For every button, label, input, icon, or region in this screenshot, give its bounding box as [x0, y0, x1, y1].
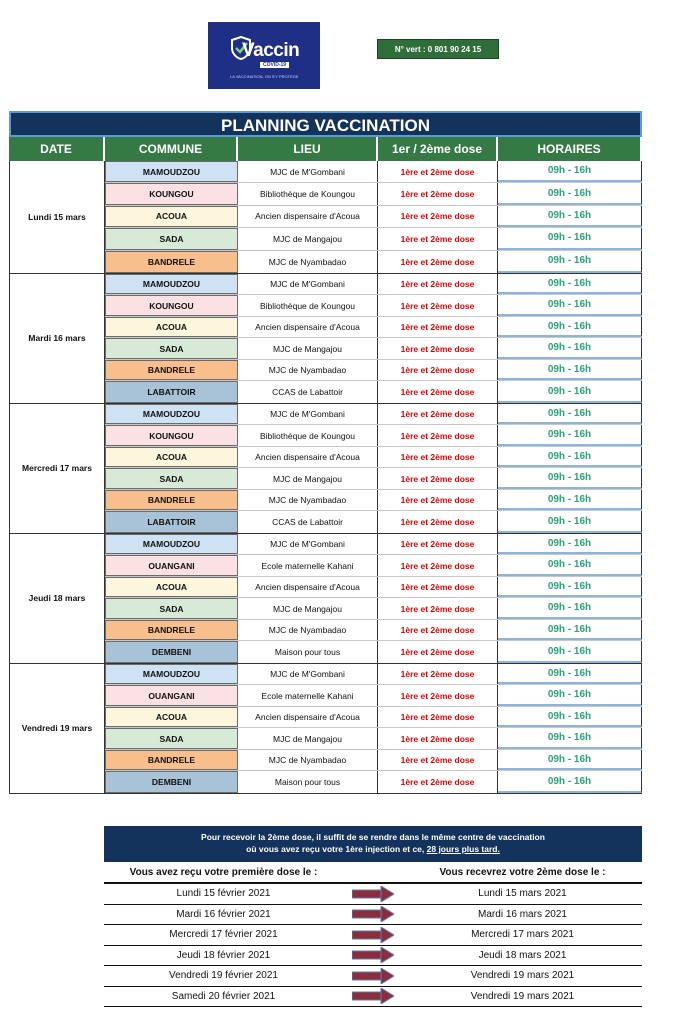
day-date: Vendredi 19 mars: [10, 664, 105, 793]
logo-text: Vaccin: [242, 40, 300, 61]
commune-cell: BANDRELE: [105, 620, 238, 641]
horaires-cell: 09h - 16h: [498, 468, 642, 489]
second-dose-date: Mercredi 17 mars 2021: [471, 929, 574, 941]
lieu-cell: MJC de Nyambadao: [238, 490, 378, 511]
second-dose-date: Jeudi 18 mars 2021: [478, 949, 567, 961]
lieu-cell: CCAS de Labattoir: [238, 381, 378, 403]
horaires-cell: 09h - 16h: [498, 685, 642, 706]
day-block: [9, 404, 642, 534]
horaires-cell: 09h - 16h: [498, 707, 642, 728]
header-horaires: HORAIRES: [498, 137, 642, 161]
lieu-cell: Ecole maternelle Kahani: [238, 685, 378, 706]
notice-line-1: Pour recevoir la 2ème dose, il suffit de se rendre dans le même centre de vaccination: [201, 832, 545, 842]
lieu-cell: Bibliothèque de Koungou: [238, 295, 378, 316]
table-row: [105, 685, 642, 707]
lieu-cell: MJC de Mangajou: [238, 228, 378, 249]
table-row: [105, 750, 642, 772]
first-dose-date: Lundi 15 février 2021: [176, 888, 271, 900]
dose-cell: 1ère et 2ème dose: [378, 685, 498, 706]
second-dose-rows: [104, 884, 642, 1007]
lieu-cell: MJC de Nyambadao: [238, 620, 378, 641]
header-date: DATE: [9, 137, 105, 161]
planning-table: [9, 111, 642, 794]
horaires-cell: 09h - 16h: [498, 161, 642, 182]
commune-cell: OUANGANI: [105, 685, 238, 706]
dose-cell: 1ère et 2ème dose: [378, 534, 498, 555]
table-row: [105, 641, 642, 663]
dose-date-row: [104, 905, 642, 926]
lieu-cell: MJC de Mangajou: [238, 728, 378, 749]
vaccin-logo: [208, 22, 320, 89]
header-second-dose: Vous recevrez votre 2ème dose le :: [403, 862, 642, 882]
second-dose-header-row: [104, 862, 642, 884]
horaires-cell: 09h - 16h: [498, 598, 642, 619]
notice-28-days: 28 jours plus tard.: [426, 844, 500, 854]
horaires-cell: 09h - 16h: [498, 728, 642, 749]
lieu-cell: CCAS de Labattoir: [238, 511, 378, 533]
dose-cell: 1ère et 2ème dose: [378, 490, 498, 511]
table-row: [105, 511, 642, 533]
commune-cell: LABATTOIR: [105, 511, 238, 533]
lieu-cell: Ancien dispensaire d'Acoua: [238, 707, 378, 728]
table-row: [105, 381, 642, 403]
dose-cell: 1ère et 2ème dose: [378, 425, 498, 446]
arrow-right-icon: [343, 988, 403, 1004]
day-block: [9, 274, 642, 404]
lieu-cell: MJC de Mangajou: [238, 338, 378, 359]
dose-cell: 1ère et 2ème dose: [378, 228, 498, 249]
dose-cell: 1ère et 2ème dose: [378, 447, 498, 468]
first-dose-date: Samedi 20 février 2021: [171, 990, 276, 1002]
dose-cell: 1ère et 2ème dose: [378, 338, 498, 359]
horaires-cell: 09h - 16h: [498, 425, 642, 446]
dose-cell: 1ère et 2ème dose: [378, 317, 498, 338]
table-row: [105, 598, 642, 620]
day-date: Mercredi 17 mars: [10, 404, 105, 533]
dose-cell: 1ère et 2ème dose: [378, 620, 498, 641]
header-commune: COMMUNE: [105, 137, 238, 161]
commune-cell: KOUNGOU: [105, 183, 238, 204]
commune-cell: SADA: [105, 468, 238, 489]
lieu-cell: Ancien dispensaire d'Acoua: [238, 206, 378, 227]
lieu-cell: Bibliothèque de Koungou: [238, 183, 378, 204]
day-date: Jeudi 18 mars: [10, 534, 105, 663]
commune-cell: DEMBENI: [105, 771, 238, 793]
commune-cell: MAMOUDZOU: [105, 274, 238, 295]
second-dose-notice: [104, 826, 642, 862]
dose-cell: 1ère et 2ème dose: [378, 161, 498, 182]
dose-cell: 1ère et 2ème dose: [378, 707, 498, 728]
lieu-cell: MJC de M'Gombani: [238, 534, 378, 555]
dose-cell: 1ère et 2ème dose: [378, 183, 498, 204]
commune-cell: MAMOUDZOU: [105, 534, 238, 555]
commune-cell: SADA: [105, 598, 238, 619]
lieu-cell: Ancien dispensaire d'Acoua: [238, 447, 378, 468]
header-dose: 1er / 2ème dose: [378, 137, 498, 161]
header-first-dose: Vous avez reçu votre première dose le :: [104, 862, 343, 882]
planning-title: PLANNING VACCINATION: [9, 111, 642, 137]
day-rows: [105, 664, 642, 793]
commune-cell: SADA: [105, 728, 238, 749]
day-rows: [105, 534, 642, 663]
horaires-cell: 09h - 16h: [498, 534, 642, 555]
first-dose-date: Jeudi 18 février 2021: [176, 949, 271, 961]
dose-cell: 1ère et 2ème dose: [378, 641, 498, 663]
table-row: [105, 360, 642, 382]
horaires-cell: 09h - 16h: [498, 511, 642, 533]
planning-header-row: [9, 137, 642, 161]
lieu-cell: MJC de M'Gombani: [238, 664, 378, 685]
hotline-badge: N° vert : 0 801 90 24 15: [377, 39, 499, 59]
lieu-cell: MJC de M'Gombani: [238, 161, 378, 182]
dose-cell: 1ère et 2ème dose: [378, 381, 498, 403]
lieu-cell: Ecole maternelle Kahani: [238, 555, 378, 576]
lieu-cell: MJC de Nyambadao: [238, 251, 378, 273]
horaires-cell: 09h - 16h: [498, 750, 642, 771]
arrow-right-icon: [343, 947, 403, 963]
table-row: [105, 771, 642, 793]
dose-cell: 1ère et 2ème dose: [378, 404, 498, 425]
table-row: [105, 206, 642, 228]
table-row: [105, 577, 642, 599]
dose-cell: 1ère et 2ème dose: [378, 251, 498, 273]
day-block: [9, 534, 642, 664]
first-dose-date: Mercredi 17 février 2021: [169, 929, 278, 941]
dose-cell: 1ère et 2ème dose: [378, 555, 498, 576]
dose-cell: 1ère et 2ème dose: [378, 360, 498, 381]
lieu-cell: MJC de Mangajou: [238, 598, 378, 619]
horaires-cell: 09h - 16h: [498, 206, 642, 227]
arrow-right-icon: [343, 906, 403, 922]
horaires-cell: 09h - 16h: [498, 404, 642, 425]
second-dose-table: [104, 826, 642, 1007]
dose-cell: 1ère et 2ème dose: [378, 750, 498, 771]
lieu-cell: Ancien dispensaire d'Acoua: [238, 577, 378, 598]
arrow-right-icon: [343, 968, 403, 984]
table-row: [105, 620, 642, 642]
dose-date-row: [104, 987, 642, 1008]
table-row: [105, 228, 642, 250]
commune-cell: OUANGANI: [105, 555, 238, 576]
horaires-cell: 09h - 16h: [498, 228, 642, 249]
commune-cell: BANDRELE: [105, 251, 238, 273]
horaires-cell: 09h - 16h: [498, 555, 642, 576]
notice-line-2-text: où vous avez reçu votre 1ère injection et ce,: [246, 844, 427, 854]
horaires-cell: 09h - 16h: [498, 620, 642, 641]
second-dose-date: Vendredi 19 mars 2021: [470, 990, 575, 1002]
horaires-cell: 09h - 16h: [498, 274, 642, 295]
table-row: [105, 317, 642, 339]
horaires-cell: 09h - 16h: [498, 295, 642, 316]
commune-cell: BANDRELE: [105, 750, 238, 771]
commune-cell: ACOUA: [105, 317, 238, 338]
arrow-right-icon: [343, 886, 403, 902]
first-dose-date: Mardi 16 février 2021: [176, 908, 271, 920]
dose-cell: 1ère et 2ème dose: [378, 771, 498, 793]
lieu-cell: MJC de M'Gombani: [238, 404, 378, 425]
first-dose-date: Vendredi 19 février 2021: [169, 970, 278, 982]
commune-cell: ACOUA: [105, 577, 238, 598]
horaires-cell: 09h - 16h: [498, 338, 642, 359]
dose-cell: 1ère et 2ème dose: [378, 295, 498, 316]
day-block: [9, 161, 642, 274]
commune-cell: MAMOUDZOU: [105, 404, 238, 425]
horaires-cell: 09h - 16h: [498, 490, 642, 511]
horaires-cell: 09h - 16h: [498, 381, 642, 403]
dose-cell: 1ère et 2ème dose: [378, 664, 498, 685]
day-block: [9, 664, 642, 794]
day-date: Lundi 15 mars: [10, 161, 105, 273]
commune-cell: ACOUA: [105, 206, 238, 227]
horaires-cell: 09h - 16h: [498, 317, 642, 338]
logo-subtitle: COVID-19: [260, 62, 289, 68]
horaires-cell: 09h - 16h: [498, 183, 642, 204]
dose-date-row: [104, 966, 642, 987]
table-row: [105, 664, 642, 686]
lieu-cell: MJC de Mangajou: [238, 468, 378, 489]
commune-cell: ACOUA: [105, 707, 238, 728]
dose-cell: 1ère et 2ème dose: [378, 728, 498, 749]
horaires-cell: 09h - 16h: [498, 447, 642, 468]
table-row: [105, 295, 642, 317]
second-dose-date: Vendredi 19 mars 2021: [470, 970, 575, 982]
lieu-cell: Bibliothèque de Koungou: [238, 425, 378, 446]
dose-cell: 1ère et 2ème dose: [378, 274, 498, 295]
second-dose-date: Mardi 16 mars 2021: [478, 908, 567, 920]
horaires-cell: 09h - 16h: [498, 251, 642, 273]
table-row: [105, 728, 642, 750]
commune-cell: SADA: [105, 228, 238, 249]
table-row: [105, 338, 642, 360]
commune-cell: DEMBENI: [105, 641, 238, 663]
table-row: [105, 468, 642, 490]
day-rows: [105, 404, 642, 533]
table-row: [105, 404, 642, 426]
dose-date-row: [104, 925, 642, 946]
table-row: [105, 555, 642, 577]
header-lieu: LIEU: [238, 137, 378, 161]
horaires-cell: 09h - 16h: [498, 771, 642, 793]
commune-cell: ACOUA: [105, 447, 238, 468]
notice-line-2: [112, 843, 634, 855]
horaires-cell: 09h - 16h: [498, 641, 642, 663]
day-rows: [105, 161, 642, 273]
table-row: [105, 251, 642, 273]
dose-cell: 1ère et 2ème dose: [378, 577, 498, 598]
arrow-right-icon: [343, 927, 403, 943]
logo-tagline: LA VACCINATION, ON S'Y PROTEGE: [230, 74, 299, 79]
horaires-cell: 09h - 16h: [498, 664, 642, 685]
lieu-cell: Ancien dispensaire d'Acoua: [238, 317, 378, 338]
commune-cell: KOUNGOU: [105, 425, 238, 446]
dose-cell: 1ère et 2ème dose: [378, 511, 498, 533]
commune-cell: MAMOUDZOU: [105, 664, 238, 685]
planning-body: [9, 161, 642, 794]
lieu-cell: MJC de Nyambadao: [238, 360, 378, 381]
commune-cell: BANDRELE: [105, 490, 238, 511]
table-row: [105, 161, 642, 183]
second-dose-date: Lundi 15 mars 2021: [478, 888, 567, 900]
lieu-cell: Maison pour tous: [238, 641, 378, 663]
horaires-cell: 09h - 16h: [498, 360, 642, 381]
header-spacer: [343, 862, 403, 882]
commune-cell: SADA: [105, 338, 238, 359]
dose-cell: 1ère et 2ème dose: [378, 206, 498, 227]
lieu-cell: MJC de Nyambadao: [238, 750, 378, 771]
day-rows: [105, 274, 642, 403]
day-date: Mardi 16 mars: [10, 274, 105, 403]
commune-cell: MAMOUDZOU: [105, 161, 238, 182]
table-row: [105, 534, 642, 556]
commune-cell: KOUNGOU: [105, 295, 238, 316]
table-row: [105, 183, 642, 205]
table-row: [105, 707, 642, 729]
commune-cell: LABATTOIR: [105, 381, 238, 403]
dose-cell: 1ère et 2ème dose: [378, 598, 498, 619]
lieu-cell: MJC de M'Gombani: [238, 274, 378, 295]
lieu-cell: Maison pour tous: [238, 771, 378, 793]
dose-date-row: [104, 884, 642, 905]
dose-date-row: [104, 946, 642, 967]
table-row: [105, 274, 642, 296]
table-row: [105, 490, 642, 512]
commune-cell: BANDRELE: [105, 360, 238, 381]
horaires-cell: 09h - 16h: [498, 577, 642, 598]
table-row: [105, 447, 642, 469]
table-row: [105, 425, 642, 447]
dose-cell: 1ère et 2ème dose: [378, 468, 498, 489]
